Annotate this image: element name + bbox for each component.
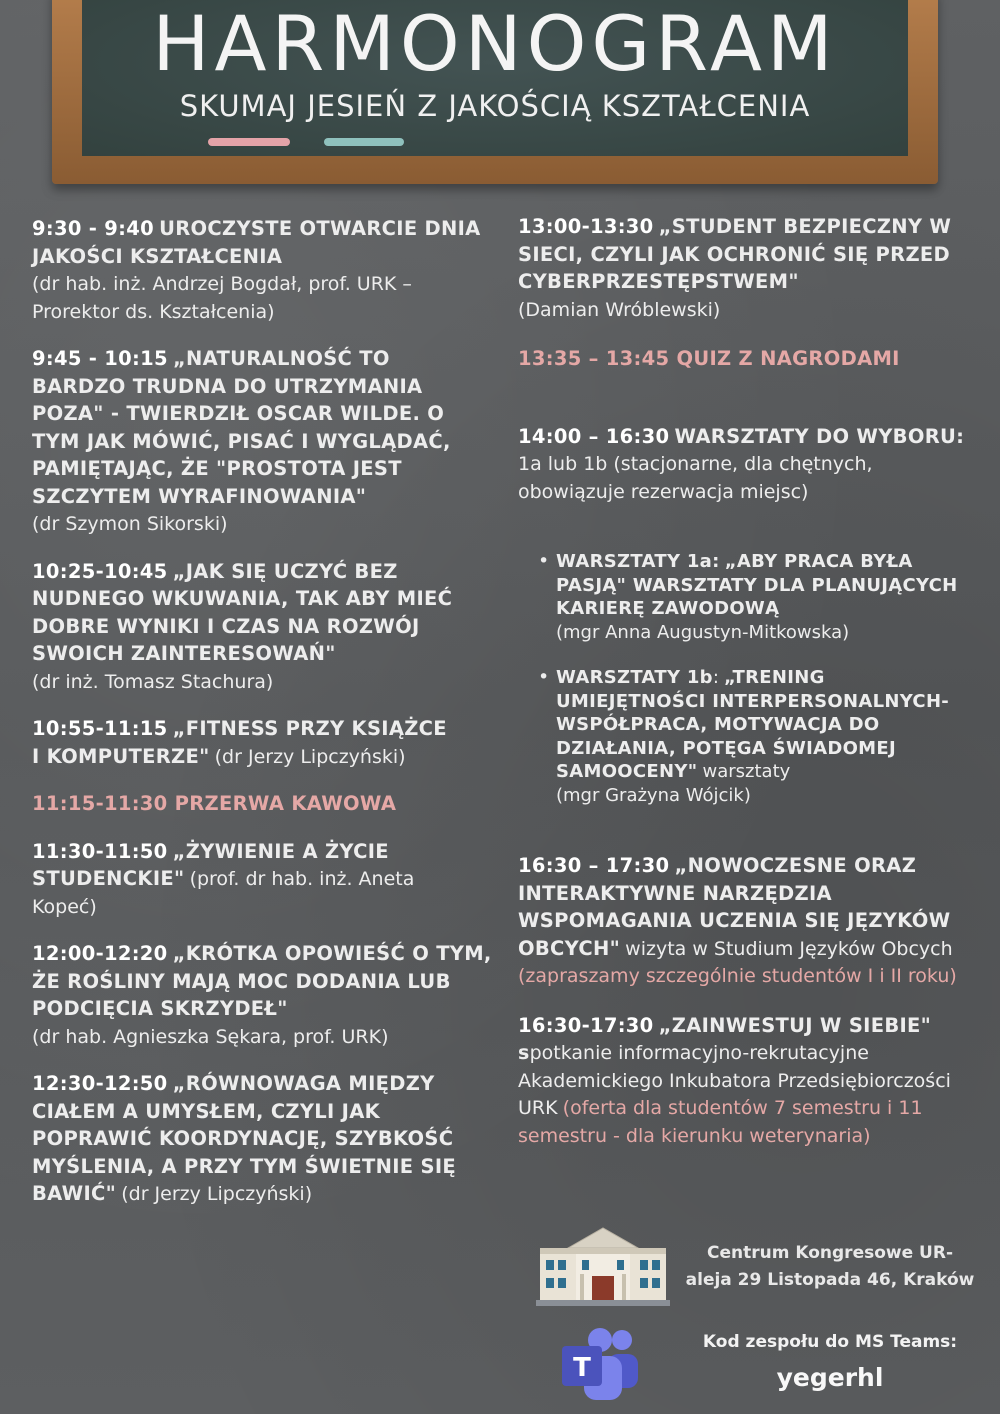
item-title: „NATURALNOŚĆ TO BARDZO TRUDNA DO UTRZYMANIA POZA" - TWIERDZIŁ OSCAR WILDE. O TYM JAK MÓWIĆ, PISAĆ I WYGLĄDAĆ, PAMIĘTAJĄC, ŻE "PROSTOTA JEST SZCZYTEM WYRAFINOWANIA" xyxy=(32,347,451,508)
item-time: 14:00 – 16:30 xyxy=(518,424,670,448)
list-item xyxy=(518,550,966,644)
item-time: 9:45 - 10:15 xyxy=(32,347,168,370)
schedule-item xyxy=(32,346,462,539)
item-title: „JAK SIĘ UCZYĆ BEZ NUDNEGO WKUWANIA, TAK ABY MIEĆ DOBRE WYNIKI I CZAS NA ROZWÓJ SWOICH ZAINTERESOWAŃ" xyxy=(32,559,453,665)
item-note: (dr hab. inż. Andrzej Bogdał, prof. URK – Prorektor ds. Kształcenia) xyxy=(32,273,412,323)
quiz-label: 13:35 – 13:45 QUIZ Z NAGRODAMI xyxy=(518,347,900,370)
item-note: (dr inż. Tomasz Stachura) xyxy=(32,670,274,693)
item-title: „RÓWNOWAGA MIĘDZY CIAŁEM A UMYSŁEM, CZYLI JAK POPRAWIĆ KOORDYNACJĘ, SZYBKOŚĆ MYŚLENIA, A PRZY TYM ŚWIETNIE SIĘ BAWIĆ" xyxy=(32,1072,457,1205)
teams-code: yegerhl xyxy=(776,1363,884,1392)
item-note: wizyta w Studium Języków Obcych xyxy=(625,937,953,960)
chalk-piece-pink xyxy=(208,138,290,146)
chalkboard-header xyxy=(52,0,938,184)
item-title: „ŻYWIENIE A ŻYCIE STUDENCKIE" xyxy=(32,839,389,890)
item-time: 13:00-13:30 xyxy=(518,215,654,238)
item-time: 10:25-10:45 xyxy=(32,559,168,583)
item-title: „KRÓTKA OPOWIEŚĆ O TYM, ŻE ROŚLINY MAJĄ MOC DODANIA LUB PODCIĘCIA SKRZYDEŁ" xyxy=(32,942,492,1020)
page-subtitle: SKUMAJ JESIEŃ Z JAKOŚCIĄ KSZTAŁCENIA xyxy=(179,89,811,123)
schedule-item xyxy=(32,559,502,697)
schedule-item xyxy=(32,839,462,922)
item-note: potkanie informacyjno-rekrutacyjne Akademickiego Inkubatora Przedsiębiorczości URK xyxy=(518,1042,951,1119)
item-note: (dr Szymon Sikorski) xyxy=(32,513,228,535)
schedule-item xyxy=(518,1013,958,1151)
item-note: (dr Jerzy Lipczyński) xyxy=(214,745,406,768)
item-title: „STUDENT BEZPIECZNY W SIECI, CZYLI JAK OCHRONIĆ SIĘ PRZED CYBERPRZESTĘPSTWEM" xyxy=(518,215,952,293)
ms-teams-icon xyxy=(560,1326,642,1404)
bullet-icon: • xyxy=(538,666,550,688)
schedule-item xyxy=(518,424,978,507)
break-label: 11:15-11:30 PRZERWA KAWOWA xyxy=(32,792,397,815)
item-time: 12:30-12:50 xyxy=(32,1072,168,1095)
workshop-title: „ABY PRACA BYŁA PASJĄ" WARSZTATY DLA PLANUJĄCYCH KARIERĘ ZAWODOWĄ xyxy=(556,551,958,619)
item-note: (dr Jerzy Lipczyński) xyxy=(121,1183,313,1205)
item-time: 9:30 - 9:40 xyxy=(32,217,154,240)
workshop-label: WARSZTATY 1a: xyxy=(556,551,720,572)
item-note-highlight: (zapraszamy szczególnie studentów I i II roku) xyxy=(518,965,957,987)
workshop-presenter: (mgr Grażyna Wójcik) xyxy=(556,784,751,806)
item-note: (dr hab. Agnieszka Sękara, prof. URK) xyxy=(32,1025,389,1048)
item-time: 11:30-11:50 xyxy=(32,839,168,863)
coffee-break xyxy=(32,791,502,819)
item-title: „NOWOCZESNE ORAZ INTERAKTYWNE NARZĘDZIA WSPOMAGANIA UCZENIA SIĘ JĘZYKÓW OBCYCH" xyxy=(518,854,951,960)
list-item xyxy=(518,666,966,807)
workshop-title: „TRENING UMIEJĘTNOŚCI INTERPERSONALNYCH- WSPÓŁPRACA, MOTYWACJA DO DZIAŁANIA, POTĘGA ŚWIADOMEJ SAMOOCENY" xyxy=(556,667,950,782)
teams-icon-letter: T xyxy=(573,1353,591,1383)
item-time: 16:30-17:30 xyxy=(518,1013,654,1037)
item-note-highlight: (oferta dla studentów 7 semestru i 11 semestru - dla kierunku weterynaria) xyxy=(518,1097,923,1147)
item-time: 10:55-11:15 xyxy=(32,717,168,740)
chalk-piece-teal xyxy=(324,138,404,146)
schedule-item xyxy=(32,716,452,771)
item-note: (Damian Wróblewski) xyxy=(518,298,721,321)
schedule-item xyxy=(518,853,978,991)
address-line-2: aleja 29 Listopada 46, Kraków xyxy=(685,1270,975,1290)
item-title: „FITNESS PRZY KSIĄŻCE I KOMPUTERZE" xyxy=(32,717,447,768)
workshop-list xyxy=(518,550,988,807)
building-icon xyxy=(532,1226,674,1308)
quiz-item xyxy=(518,346,988,374)
schedule-item xyxy=(32,1071,502,1209)
schedule-right-column xyxy=(518,214,988,1150)
address-line-1: Centrum Kongresowe UR- xyxy=(707,1243,953,1263)
item-time: 16:30 – 17:30 xyxy=(518,854,670,877)
teams-code-label: Kod zespołu do MS Teams: xyxy=(702,1332,958,1352)
schedule-item xyxy=(518,214,958,324)
item-title: WARSZTATY DO WYBORU: xyxy=(674,424,965,448)
schedule-item xyxy=(32,216,502,326)
item-title: UROCZYSTE OTWARCIE DNIA JAKOŚCI KSZTAŁCENIA xyxy=(32,217,481,268)
page-title: HARMONOGRAM xyxy=(152,0,838,88)
item-title: „ZAINWESTUJ W SIEBIE" xyxy=(658,1013,932,1037)
workshop-note: warsztaty xyxy=(702,761,791,782)
event-address xyxy=(680,1240,980,1294)
workshop-colon: : xyxy=(712,667,719,688)
bullet-icon: • xyxy=(538,550,550,572)
item-note: 1a lub 1b (stacjonarne, dla chętnych, obowiązuje rezerwacja miejsc) xyxy=(518,453,873,503)
item-note-lead: s xyxy=(518,1042,530,1064)
schedule-item xyxy=(32,941,502,1051)
workshop-label: WARSZTATY 1b xyxy=(556,667,713,688)
schedule-left-column xyxy=(32,216,502,1209)
item-note: (prof. dr hab. inż. Aneta Kopeć) xyxy=(32,868,415,918)
item-time: 12:00-12:20 xyxy=(32,942,168,965)
workshop-note: (mgr Anna Augustyn-Mitkowska) xyxy=(556,621,850,643)
